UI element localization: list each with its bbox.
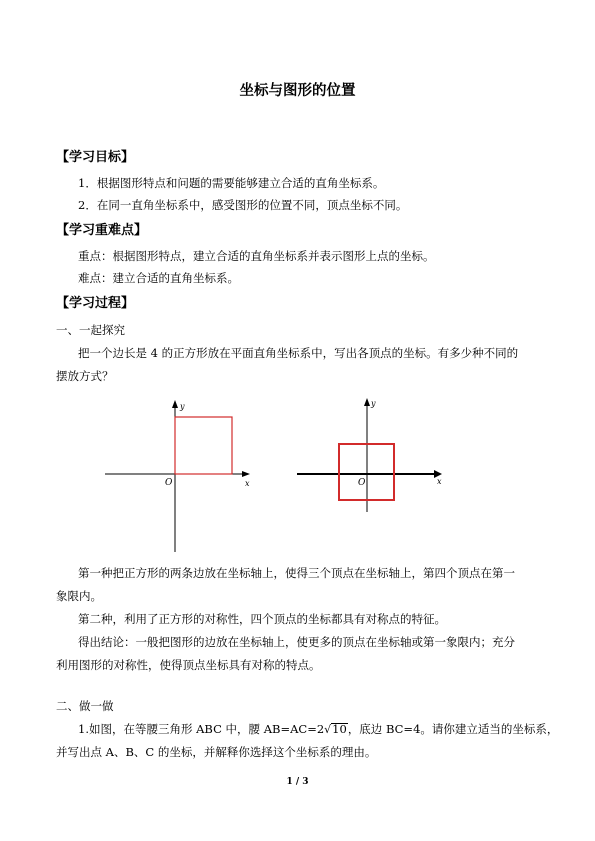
question-1-line2: 并写出点 A、B、C 的坐标，并解释你选择这个坐标系的理由。 <box>56 745 377 759</box>
part2-title: 二、做一做 <box>56 699 114 713</box>
page-title: 坐标与图形的位置 <box>239 83 356 99</box>
part1-text-line2: 摆放方式？ <box>56 369 114 383</box>
key-point: 重点：根据图形特点，建立合适的直角坐标系并表示图形上点的坐标。 <box>78 249 435 263</box>
conclusion-line2: 利用图形的对称性，使得顶点坐标具有对称的特点。 <box>56 658 321 672</box>
key-heading: 【学习重难点】 <box>56 223 148 238</box>
q1-prefix: 1.如图，在等腰三角形 ABC 中，腰 AB=AC=2 <box>78 722 325 736</box>
conclusion-line1: 得出结论：一般把图形的边放在坐标轴上，使更多的顶点在坐标轴或第一象限内；充分 <box>78 635 515 649</box>
origin-label: O <box>165 478 173 488</box>
x-label: x <box>437 477 442 486</box>
page-number: 1 / 3 <box>286 777 309 787</box>
sqrt-sign: √ <box>324 723 332 736</box>
goal-item-1: 1．根据图形特点和问题的需要能够建立合适的直角坐标系。 <box>78 176 385 190</box>
x-label: x <box>245 479 250 488</box>
part1-title: 一、一起探究 <box>56 323 125 337</box>
para-second: 第二种，利用了正方形的对称性，四个顶点的坐标都具有对称点的特征。 <box>78 612 446 626</box>
y-axis-arrow <box>172 400 178 408</box>
difficult-point: 难点：建立合适的直角坐标系。 <box>78 271 239 285</box>
square-corner <box>175 417 232 474</box>
para-first-line2: 象限内。 <box>56 589 102 603</box>
process-heading: 【学习过程】 <box>56 296 135 311</box>
goals-heading: 【学习目标】 <box>56 150 135 165</box>
y-axis-arrow <box>364 398 370 406</box>
para-first-line1: 第一种把正方形的两条边放在坐标轴上，使得三个顶点在坐标轴上，第四个顶点在第一 <box>78 566 515 580</box>
sqrt-radicand: 10 <box>332 722 347 736</box>
origin-label: O <box>358 478 366 488</box>
part1-text-line1: 把一个边长是 4 的正方形放在平面直角坐标系中，写出各顶点的坐标。有多少种不同的 <box>78 346 519 360</box>
y-label: y <box>371 399 376 408</box>
x-axis-arrow <box>242 471 250 477</box>
q1-suffix: ，底边 BC=4。请你建立适当的坐标系， <box>347 722 559 736</box>
goal-item-2: 2．在同一直角坐标系中，感受图形的位置不同，顶点坐标不同。 <box>78 198 408 212</box>
figure-square-centered <box>292 394 452 524</box>
figure-square-corner <box>100 394 260 554</box>
y-label: y <box>180 402 185 411</box>
question-1-line1 <box>78 721 558 737</box>
